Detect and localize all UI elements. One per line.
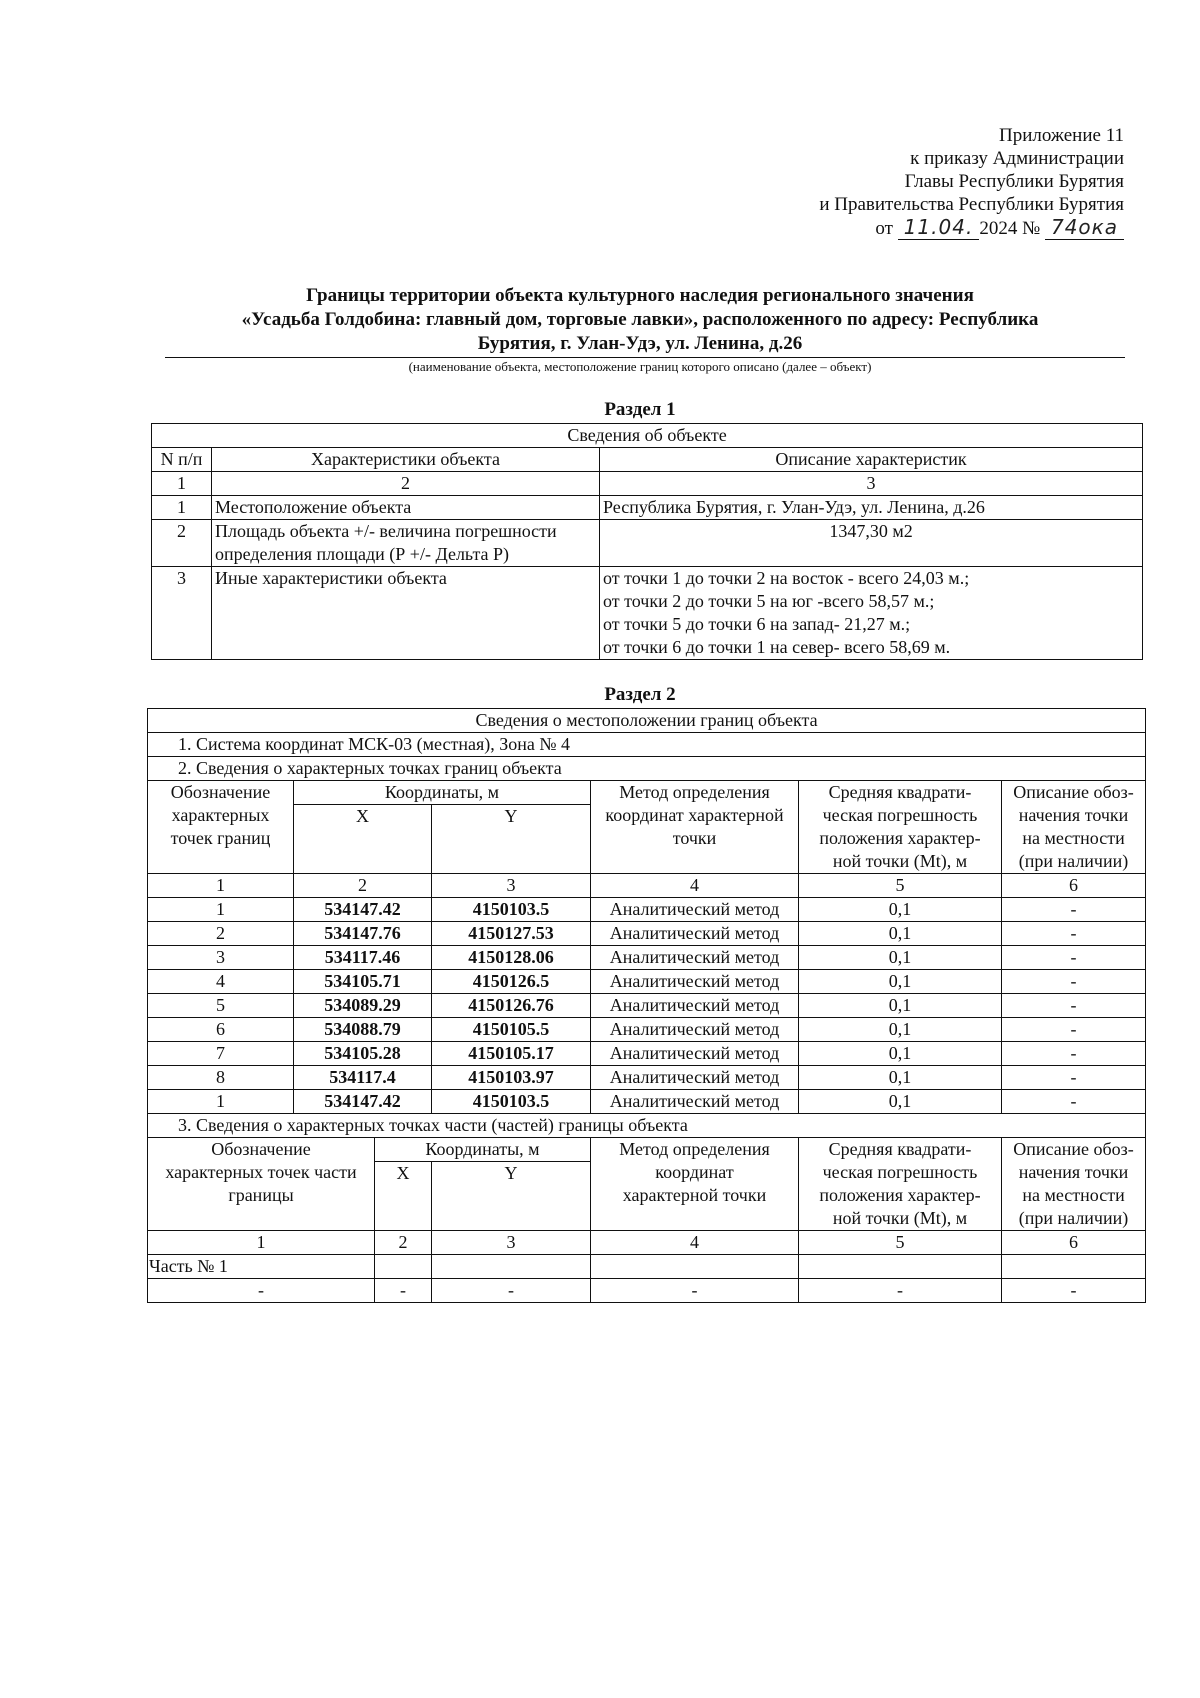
- heading-underline: [165, 357, 1125, 358]
- point-x: 534105.28: [294, 1042, 432, 1066]
- row-desc: 1347,30 м2: [600, 520, 1143, 567]
- point-method: Аналитический метод: [591, 898, 799, 922]
- point-method: Аналитический метод: [591, 922, 799, 946]
- column-number: 6: [1002, 874, 1146, 898]
- point-id: 6: [148, 1018, 294, 1042]
- date-year: 2024 №: [979, 218, 1041, 239]
- row-desc: Республика Бурятия, г. Улан-Удэ, ул. Ленина, д.26: [600, 496, 1143, 520]
- part-cell: -: [591, 1279, 799, 1303]
- order-number-handwritten: 74ока: [1045, 215, 1124, 240]
- table-row: [148, 970, 1146, 994]
- desc-line: от точки 2 до точки 5 на юг -всего 58,57 м.;: [603, 591, 935, 611]
- point-mt: 0,1: [799, 1018, 1002, 1042]
- header-line: Средняя квадрати-: [828, 1139, 972, 1159]
- point-x: 534117.4: [294, 1066, 432, 1090]
- heading-note: (наименование объекта, местоположение границ которого описано (далее – объект): [408, 359, 872, 374]
- row-name: Местоположение объекта: [212, 496, 600, 520]
- point-x: 534089.29: [294, 994, 432, 1018]
- desc-line: от точки 6 до точки 1 на север- всего 58,69 м.: [603, 637, 951, 657]
- point-desc: -: [1002, 1066, 1146, 1090]
- point-y: 4150126.76: [432, 994, 591, 1018]
- appendix-block: [704, 124, 1124, 240]
- empty-cell: [799, 1255, 1002, 1279]
- header-characteristic: Характеристики объекта: [212, 448, 600, 472]
- point-desc: -: [1002, 970, 1146, 994]
- row-name: [212, 520, 600, 567]
- header-line: Метод определения: [619, 782, 770, 802]
- point-mt: 0,1: [799, 1042, 1002, 1066]
- document-heading: [150, 284, 1130, 356]
- appendix-date-line: [704, 216, 1124, 240]
- table-row: [148, 1066, 1146, 1090]
- point-method: Аналитический метод: [591, 946, 799, 970]
- point-mt: 0,1: [799, 970, 1002, 994]
- header-part-method: [591, 1138, 799, 1231]
- header-line: ческая погрешность: [822, 1162, 978, 1182]
- table-row: [148, 898, 1146, 922]
- table-row: [148, 1279, 1146, 1303]
- point-method: Аналитический метод: [591, 1018, 799, 1042]
- header-line: (при наличии): [1018, 1208, 1129, 1228]
- table-row: [152, 567, 1143, 660]
- point-desc: -: [1002, 898, 1146, 922]
- header-line: ной точки (Mt), м: [832, 851, 968, 871]
- section-1-caption: Сведения об объекте: [152, 424, 1143, 448]
- point-id: 5: [148, 994, 294, 1018]
- point-x: 534147.42: [294, 898, 432, 922]
- point-desc: -: [1002, 1042, 1146, 1066]
- empty-cell: [432, 1255, 591, 1279]
- part-cell: -: [375, 1279, 432, 1303]
- column-number: 4: [591, 874, 799, 898]
- part-label: Часть № 1: [148, 1255, 375, 1279]
- point-method: Аналитический метод: [591, 1066, 799, 1090]
- heading-line-3: Бурятия, г. Улан-Удэ, ул. Ленина, д.26: [477, 333, 803, 354]
- header-line: (при наличии): [1018, 851, 1129, 871]
- header-part-point-description: [1002, 1138, 1146, 1231]
- point-desc: -: [1002, 994, 1146, 1018]
- point-id: 1: [148, 1090, 294, 1114]
- desc-line: от точки 1 до точки 2 на восток - всего 24,03 м.;: [603, 568, 970, 588]
- column-number: 2: [375, 1231, 432, 1255]
- table-row: [152, 520, 1143, 567]
- heading-line-2: «Усадьба Голдобина: главный дом, торговые лавки», расположенного по адресу: Республика: [241, 309, 1039, 330]
- point-x: 534147.42: [294, 1090, 432, 1114]
- column-number: 3: [600, 472, 1143, 496]
- table-row: [148, 922, 1146, 946]
- header-part-y: Y: [432, 1162, 591, 1231]
- header-line: Описание обоз-: [1013, 782, 1134, 802]
- header-designation: [148, 781, 294, 874]
- header-point-description: [1002, 781, 1146, 874]
- row-num: 2: [152, 520, 212, 567]
- header-line: на местности: [1022, 828, 1125, 848]
- point-y: 4150105.17: [432, 1042, 591, 1066]
- point-method: Аналитический метод: [591, 1042, 799, 1066]
- table-row: [148, 1255, 1146, 1279]
- column-number: 6: [1002, 1231, 1146, 1255]
- table-row: [148, 1042, 1146, 1066]
- table-row: [152, 496, 1143, 520]
- header-line: начения точки: [1018, 1162, 1129, 1182]
- row-num: 1: [152, 496, 212, 520]
- point-y: 4150103.5: [432, 1090, 591, 1114]
- header-line: ной точки (Mt), м: [832, 1208, 968, 1228]
- section-2-title: Раздел 2: [604, 684, 676, 705]
- header-part-designation: [148, 1138, 375, 1231]
- header-line: точки: [672, 828, 717, 848]
- header-line: Обозначение: [211, 1139, 311, 1159]
- point-y: 4150103.97: [432, 1066, 591, 1090]
- empty-cell: [1002, 1255, 1146, 1279]
- header-coordinates: Координаты, м: [294, 781, 591, 805]
- point-x: 534147.76: [294, 922, 432, 946]
- section-2-table: [147, 708, 1146, 1303]
- point-id: 8: [148, 1066, 294, 1090]
- appendix-line-1: Приложение 11: [998, 125, 1124, 146]
- table-row: [148, 994, 1146, 1018]
- header-line: Описание обоз-: [1013, 1139, 1134, 1159]
- header-line: характерных точек части: [165, 1162, 357, 1182]
- column-number: 1: [148, 1231, 375, 1255]
- header-y: Y: [432, 805, 591, 874]
- point-id: 7: [148, 1042, 294, 1066]
- point-y: 4150103.5: [432, 898, 591, 922]
- header-part-coordinates: Координаты, м: [375, 1138, 591, 1162]
- appendix-line-3: Главы Республики Бурятия: [904, 171, 1124, 192]
- point-id: 2: [148, 922, 294, 946]
- point-y: 4150105.5: [432, 1018, 591, 1042]
- header-line: положения характер-: [819, 1185, 981, 1205]
- header-line: координат: [655, 1162, 734, 1182]
- heading-line-1: Границы территории объекта культурного наследия регионального значения: [306, 285, 974, 306]
- point-mt: 0,1: [799, 1066, 1002, 1090]
- header-part-x: X: [375, 1162, 432, 1231]
- point-desc: -: [1002, 922, 1146, 946]
- header-error: [799, 781, 1002, 874]
- column-number: 5: [799, 1231, 1002, 1255]
- desc-line: от точки 5 до точки 6 на запад- 21,27 м.;: [603, 614, 911, 634]
- part-cell: -: [432, 1279, 591, 1303]
- point-id: 3: [148, 946, 294, 970]
- point-y: 4150128.06: [432, 946, 591, 970]
- date-day-handwritten: 11.04.: [898, 215, 980, 240]
- point-method: Аналитический метод: [591, 1090, 799, 1114]
- header-line: ческая погрешность: [822, 805, 978, 825]
- column-number: 1: [152, 472, 212, 496]
- point-mt: 0,1: [799, 994, 1002, 1018]
- column-number: 3: [432, 874, 591, 898]
- section-1-table: [151, 423, 1143, 660]
- header-line: Обозначение: [170, 782, 271, 802]
- header-line: Средняя квадрати-: [828, 782, 972, 802]
- part-cell: -: [1002, 1279, 1146, 1303]
- point-mt: 0,1: [799, 946, 1002, 970]
- column-number: 3: [432, 1231, 591, 1255]
- point-mt: 0,1: [799, 898, 1002, 922]
- header-line: точек границ: [170, 828, 271, 848]
- empty-cell: [591, 1255, 799, 1279]
- row-num: 3: [152, 567, 212, 660]
- appendix-line-4: и Правительства Республики Бурятия: [819, 194, 1124, 215]
- header-x: X: [294, 805, 432, 874]
- empty-cell: [375, 1255, 432, 1279]
- column-number: 1: [148, 874, 294, 898]
- row-name: Иные характеристики объекта: [212, 567, 600, 660]
- part-cell: -: [148, 1279, 375, 1303]
- section-1-title: Раздел 1: [604, 399, 676, 420]
- table-row: [148, 946, 1146, 970]
- point-x: 534105.71: [294, 970, 432, 994]
- row-desc: [600, 567, 1143, 660]
- row-name-line: Площадь объекта +/- величина погрешности: [215, 521, 557, 541]
- point-y: 4150126.5: [432, 970, 591, 994]
- point-desc: -: [1002, 1018, 1146, 1042]
- subsection-2-title: 2. Сведения о характерных точках границ объекта: [148, 757, 1146, 781]
- header-line: координат характерной: [605, 805, 784, 825]
- point-x: 534117.46: [294, 946, 432, 970]
- column-number: 5: [799, 874, 1002, 898]
- table-row: [148, 1018, 1146, 1042]
- part-cell: -: [799, 1279, 1002, 1303]
- point-mt: 0,1: [799, 1090, 1002, 1114]
- date-prefix: от: [875, 218, 893, 239]
- column-number: 4: [591, 1231, 799, 1255]
- header-num: N п/п: [152, 448, 212, 472]
- appendix-line-2: к приказу Администрации: [910, 148, 1124, 169]
- header-part-error: [799, 1138, 1002, 1231]
- header-method: [591, 781, 799, 874]
- header-line: начения точки: [1018, 805, 1129, 825]
- row-name-line: определения площади (Р +/- Дельта Р): [215, 544, 510, 564]
- point-y: 4150127.53: [432, 922, 591, 946]
- header-line: характерных: [171, 805, 270, 825]
- point-mt: 0,1: [799, 922, 1002, 946]
- point-method: Аналитический метод: [591, 970, 799, 994]
- subsection-3-title: 3. Сведения о характерных точках части (частей) границы объекта: [148, 1114, 1146, 1138]
- column-number: 2: [294, 874, 432, 898]
- point-x: 534088.79: [294, 1018, 432, 1042]
- point-id: 4: [148, 970, 294, 994]
- point-method: Аналитический метод: [591, 994, 799, 1018]
- table-row: [148, 1090, 1146, 1114]
- header-line: Метод определения: [619, 1139, 770, 1159]
- header-description: Описание характеристик: [600, 448, 1143, 472]
- point-desc: -: [1002, 1090, 1146, 1114]
- column-number: 2: [212, 472, 600, 496]
- point-id: 1: [148, 898, 294, 922]
- header-line: границы: [228, 1185, 294, 1205]
- coordinate-system: 1. Система координат МСК-03 (местная), Зона № 4: [148, 733, 1146, 757]
- header-line: положения характер-: [819, 828, 981, 848]
- point-desc: -: [1002, 946, 1146, 970]
- header-line: на местности: [1022, 1185, 1125, 1205]
- section-2-caption: Сведения о местоположении границ объекта: [148, 709, 1146, 733]
- header-line: характерной точки: [622, 1185, 767, 1205]
